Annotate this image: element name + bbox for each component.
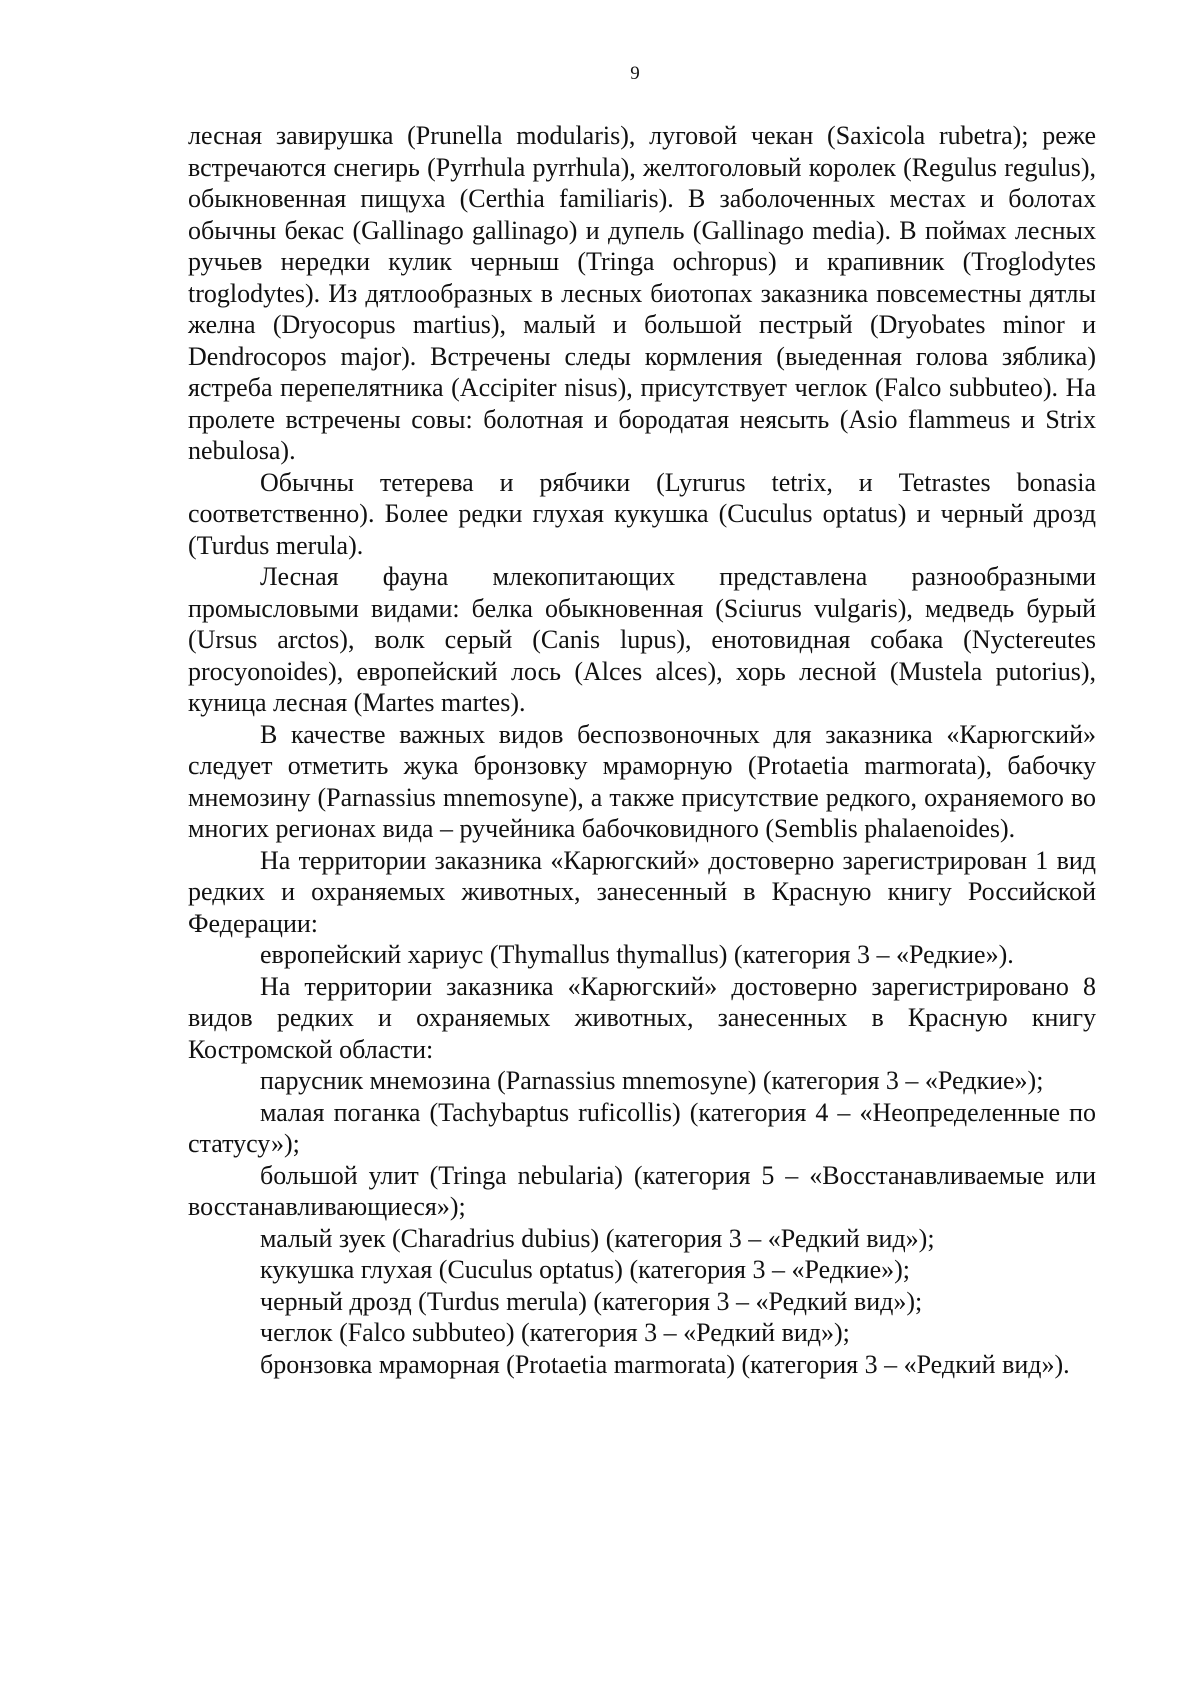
- list-item-regional-red-book: черный дрозд (Turdus merula) (категория 3 – «Редкий вид»);: [260, 1286, 923, 1316]
- list-item-regional-red-book: малая поганка (Tachybaptus ruficollis) (категория 4 – «Неопределенные по статусу»);: [188, 1097, 1096, 1158]
- paragraph-federal-red-book-intro: На территории заказника «Карюгский» достоверно зарегистрирован 1 вид редких и охраняемых животных, занесенный в Красную книгу Российской Федерации:: [188, 845, 1096, 938]
- list-item-regional-red-book: большой улит (Tringa nebularia) (категория 5 – «Восстанавливаемые или восстанавливающиеся»);: [188, 1160, 1096, 1221]
- list-item-regional-red-book: чеглок (Falco subbuteo) (категория 3 – «Редкий вид»);: [260, 1318, 850, 1347]
- list-item-regional-red-book: парусник мнемозина (Parnassius mnemosyne) (категория 3 – «Редкие»);: [260, 1066, 1044, 1095]
- list-item-regional-red-book: бронзовка мраморная (Protaetia marmorata) (категория 3 – «Редкий вид»).: [260, 1349, 1070, 1379]
- page-number: 9: [630, 63, 640, 84]
- paragraph-birds: лесная завирушка (Prunella modularis), луговой чекан (Saxicola rubetra); реже встречаются снегирь (Pyrrhula pyrrhula), желтоголовый королек (Regulus regulus), обыкновенная пищуха (Certhia familiaris). В заболоченных местах и болотах обычны бекас (Gallinago gallinago) и дупель (Gallinago media). В поймах лесных ручьев нередки кулик черныш (Tringa ochropus) и крапивник (Troglodytes troglodytes). Из дятлообразных в лесных биотопах заказника повсеместны дятлы желна (Dryocopus martius), малый и большой пестрый (Dryobates minor и Dendrocopos major). Встречены следы кормления (выеденная голова зяблика) ястреба перепелятника (Accipiter nisus), присутствует чеглок (Falco subbuteo). На пролете встречены совы: болотная и бородатая неясыть (Asio flammeus и Strix nebulosa).: [188, 121, 1096, 465]
- document-body: [188, 120, 1096, 1380]
- list-item-federal-red-book: европейский хариус (Thymallus thymallus) (категория 3 – «Редкие»).: [260, 940, 1014, 969]
- paragraph-regional-red-book-intro: На территории заказника «Карюгский» достоверно зарегистрировано 8 видов редких и охраняемых животных, занесенных в Красную книгу Костромской области:: [188, 971, 1096, 1064]
- paragraph-grouse: Обычны тетерева и рябчики (Lyrurus tetrix, и Tetrastes bonasia соответственно). Более редки глухая кукушка (Cuculus optatus) и черный дрозд (Turdus merula).: [188, 467, 1096, 560]
- list-item-regional-red-book: малый зуек (Charadrius dubius) (категория 3 – «Редкий вид»);: [260, 1223, 935, 1253]
- paragraph-mammals: Лесная фауна млекопитающих представлена разнообразными промысловыми видами: белка обыкновенная (Sciurus vulgaris), медведь бурый (Ursus arctos), волк серый (Canis lupus), енотовидная собака (Nyctereutes procyonoides), европейский лось (Alces alces), хорь лесной (Mustela putorius), куница лесная (Martes martes).: [188, 562, 1096, 717]
- paragraph-invertebrates: В качестве важных видов беспозвоночных для заказника «Карюгский» следует отметить жука бронзовку мраморную (Protaetia marmorata), бабочку мнемозину (Parnassius mnemosyne), а также присутствие редкого, охраняемого во многих регионах вида – ручейника бабочковидного (Semblis phalaenoides).: [188, 719, 1096, 843]
- list-item-regional-red-book: кукушка глухая (Cuculus optatus) (категория 3 – «Редкие»);: [260, 1255, 911, 1284]
